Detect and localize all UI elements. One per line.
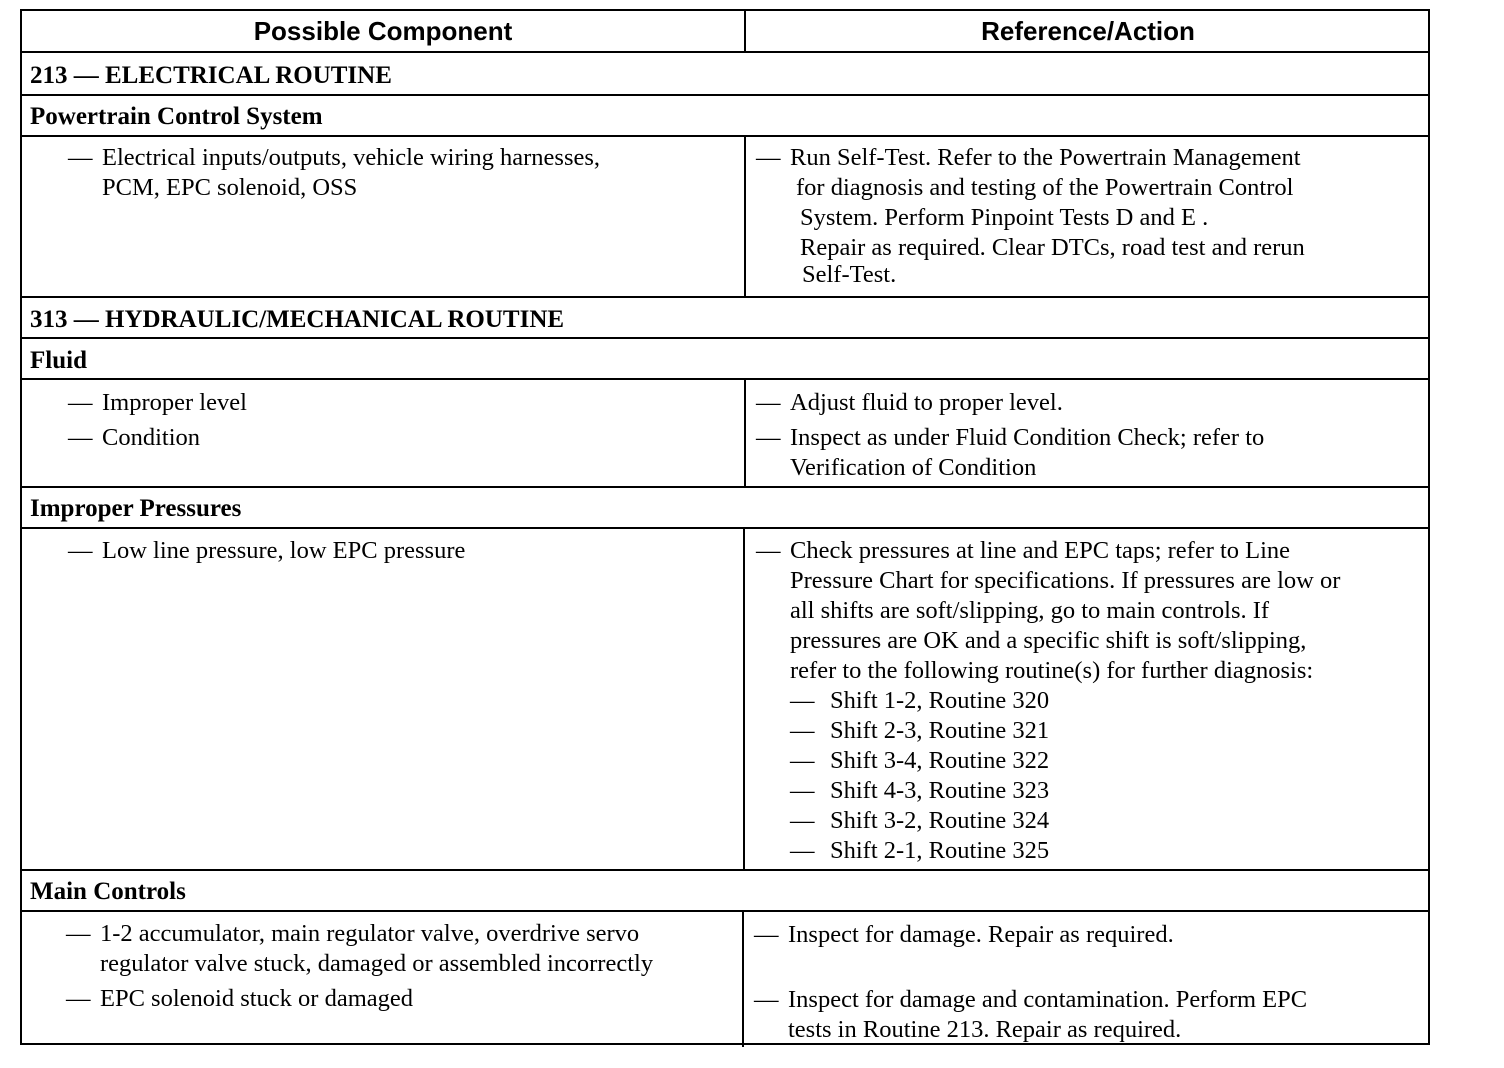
shift-routine-item <box>790 836 1049 866</box>
action-line: Repair as required. Clear DTCs, road test and rerun <box>800 234 1305 261</box>
header-possible-component: Possible Component <box>253 16 513 46</box>
section-fluid: Fluid <box>30 347 87 374</box>
dash-bullet: — <box>756 144 781 171</box>
pressures-component <box>68 536 465 566</box>
row-divider <box>22 296 1428 298</box>
component-line: Electrical inputs/outputs, vehicle wiring harnesses, <box>102 144 601 171</box>
dash-bullet: — <box>790 777 815 804</box>
main-controls-component-epc-solenoid <box>66 984 413 1014</box>
row-divider <box>22 910 1428 912</box>
section-improper-pressures: Improper Pressures <box>30 495 242 522</box>
pressures-action <box>756 536 1340 686</box>
action-line: tests in Routine 213. Repair as required. <box>788 1016 1182 1043</box>
dash-bullet: — <box>66 985 91 1012</box>
shift-routine-item <box>790 686 1049 716</box>
dash-bullet: — <box>68 537 93 564</box>
section-hydraulic-mechanical-routine: 313 — HYDRAULIC/MECHANICAL ROUTINE <box>30 306 565 333</box>
action-line: Adjust fluid to proper level. <box>790 389 1063 416</box>
component-line: Low line pressure, low EPC pressure <box>102 537 466 564</box>
row-divider <box>22 94 1428 96</box>
fluid-component-condition <box>68 423 200 453</box>
action-line: Run Self-Test. Refer to the Powertrain Management <box>790 144 1301 171</box>
component-line: 1-2 accumulator, main regulator valve, overdrive servo <box>100 920 640 947</box>
action-line: refer to the following routine(s) for further diagnosis: <box>790 657 1314 684</box>
action-line: pressures are OK and a specific shift is soft/slipping, <box>790 627 1307 654</box>
row-divider <box>22 486 1428 488</box>
powertrain-action <box>756 143 1305 286</box>
dash-bullet: — <box>790 807 815 834</box>
row-divider <box>22 869 1428 871</box>
component-line: Improper level <box>102 389 247 416</box>
main-controls-component-accumulator <box>66 919 653 979</box>
dash-bullet: — <box>790 687 815 714</box>
action-line: System. Perform Pinpoint Tests D and E . <box>800 204 1209 231</box>
row-divider <box>22 527 1428 529</box>
action-line: Inspect for damage and contamination. Perform EPC <box>788 986 1308 1013</box>
shift-routine-item <box>790 806 1049 836</box>
shift-routine-item <box>790 776 1049 806</box>
shift-routine-text: Shift 3-4, Routine 322 <box>830 747 1050 774</box>
action-line: for diagnosis and testing of the Powertrain Control <box>796 174 1294 201</box>
header-reference-action: Reference/Action <box>981 16 1195 46</box>
section-main-controls: Main Controls <box>30 878 186 905</box>
component-line: regulator valve stuck, damaged or assembled incorrectly <box>100 950 654 977</box>
row-divider <box>22 378 1428 380</box>
dash-bullet: — <box>790 837 815 864</box>
shift-routine-text: Shift 2-1, Routine 325 <box>830 837 1050 864</box>
main-controls-action-inspect <box>754 920 1174 950</box>
shift-routine-item <box>790 746 1049 776</box>
dash-bullet: — <box>754 986 779 1013</box>
shift-routine-text: Shift 2-3, Routine 321 <box>830 717 1050 744</box>
fluid-action-adjust <box>756 388 1063 418</box>
shift-routine-text: Shift 1-2, Routine 320 <box>830 687 1050 714</box>
column-divider <box>743 527 745 869</box>
shift-routine-text: Shift 3-2, Routine 324 <box>830 807 1050 834</box>
dash-bullet: — <box>68 424 93 451</box>
component-line: PCM, EPC solenoid, OSS <box>102 174 358 201</box>
column-divider <box>742 910 744 1047</box>
action-line: Check pressures at line and EPC taps; refer to Line <box>790 537 1291 564</box>
row-divider <box>22 51 1428 53</box>
fluid-component-improper-level <box>68 388 247 418</box>
dash-bullet: — <box>68 389 93 416</box>
action-line: Pressure Chart for specifications. If pressures are low or <box>790 567 1341 594</box>
dash-bullet: — <box>756 537 781 564</box>
dash-bullet: — <box>790 747 815 774</box>
shift-routine-list <box>790 686 1049 866</box>
dash-bullet: — <box>68 144 93 171</box>
dash-bullet: — <box>790 717 815 744</box>
column-divider <box>744 378 746 486</box>
component-line: Condition <box>102 424 201 451</box>
component-line: EPC solenoid stuck or damaged <box>100 985 414 1012</box>
row-divider <box>22 135 1428 137</box>
dash-bullet: — <box>756 389 781 416</box>
fluid-action-inspect <box>756 423 1264 483</box>
action-line: Inspect for damage. Repair as required. <box>788 921 1174 948</box>
main-controls-action-epc-tests <box>754 985 1307 1045</box>
shift-routine-item <box>790 716 1049 746</box>
row-divider <box>22 337 1428 339</box>
dash-bullet: — <box>66 920 91 947</box>
section-powertrain-control-system: Powertrain Control System <box>30 103 323 130</box>
action-line: all shifts are soft/slipping, go to main controls. If <box>790 597 1270 624</box>
action-line: Inspect as under Fluid Condition Check; refer to <box>790 424 1265 451</box>
dash-bullet: — <box>754 921 779 948</box>
diagnostic-table <box>20 9 1430 1045</box>
column-divider <box>744 135 746 296</box>
action-line: Self-Test. <box>802 261 897 288</box>
action-line: Verification of Condition <box>790 454 1037 481</box>
shift-routine-text: Shift 4-3, Routine 323 <box>830 777 1050 804</box>
dash-bullet: — <box>756 424 781 451</box>
section-electrical-routine: 213 — ELECTRICAL ROUTINE <box>30 62 392 89</box>
powertrain-component <box>68 143 600 203</box>
